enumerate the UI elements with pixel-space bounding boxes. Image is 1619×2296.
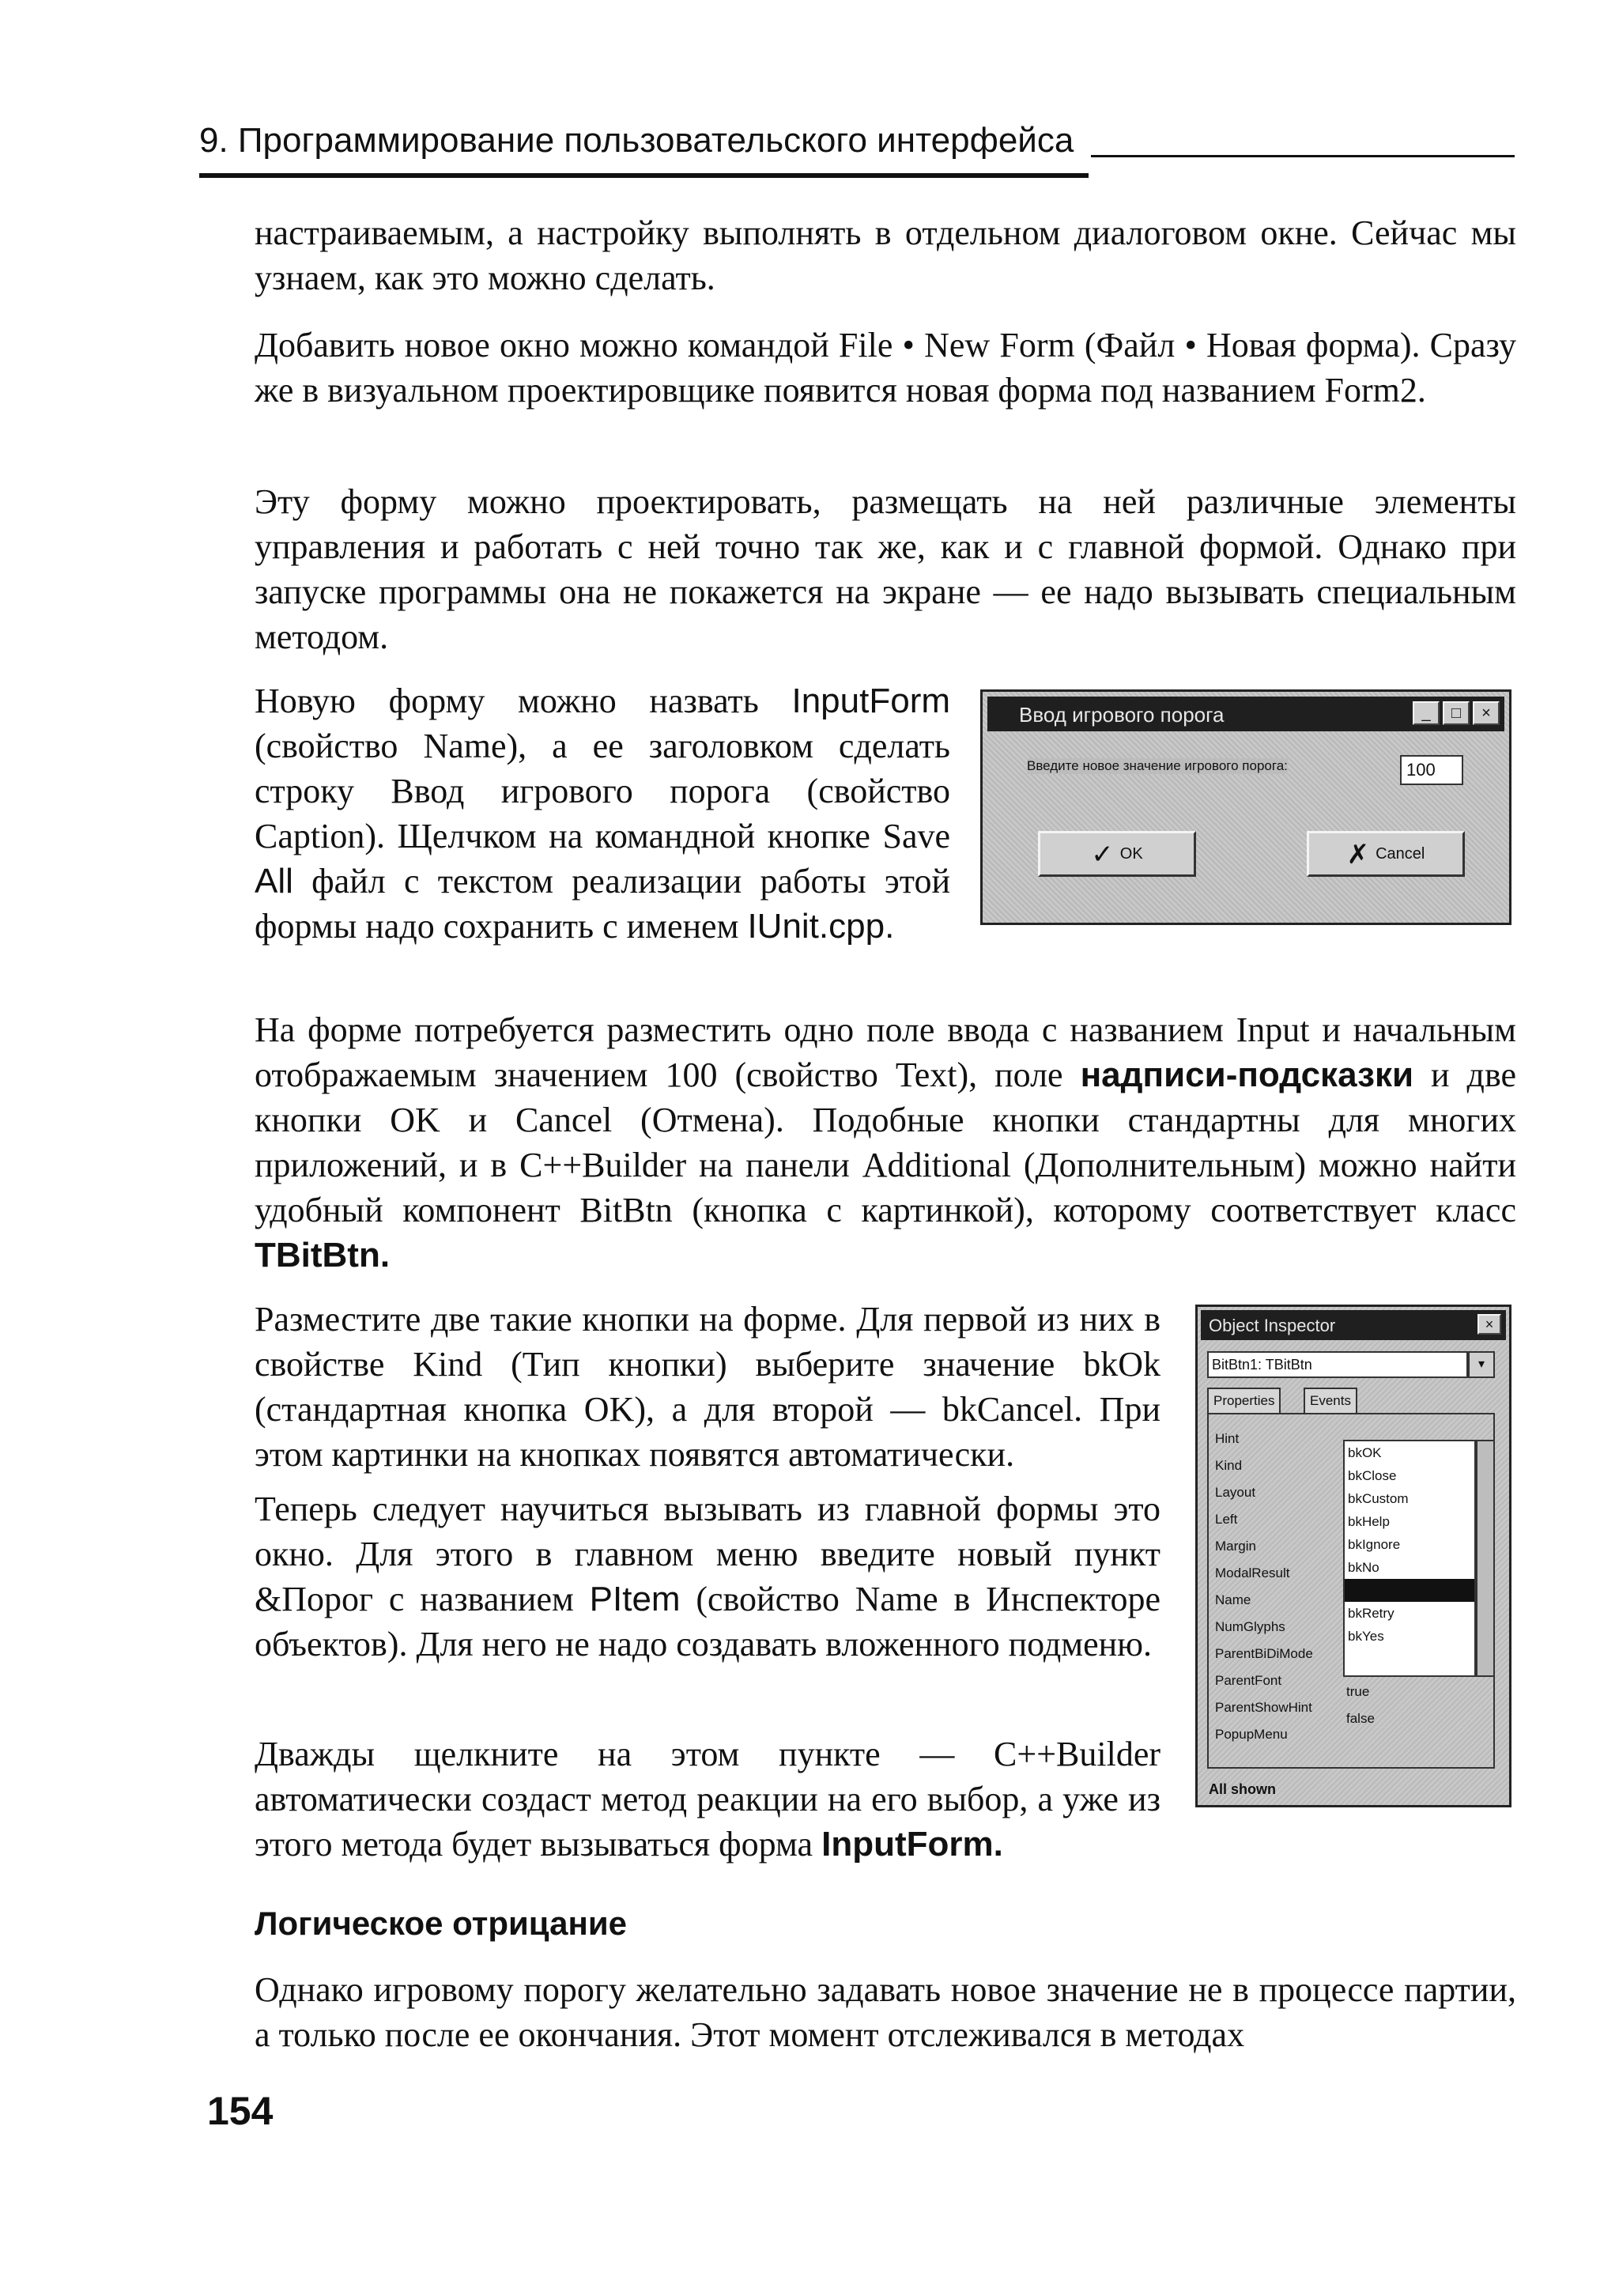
dialog-titlebar	[987, 697, 1504, 731]
p4-part1: Новую форму можно назвать	[255, 682, 792, 720]
header-rule	[199, 173, 1089, 178]
list-item[interactable]: bkNo	[1348, 1560, 1379, 1575]
property-name[interactable]: Hint	[1215, 1431, 1240, 1446]
list-item[interactable]: bkIgnore	[1348, 1537, 1401, 1552]
p7-code-pitem: PItem	[589, 1580, 681, 1618]
list-item[interactable]: bkYes	[1348, 1629, 1384, 1644]
property-name[interactable]: ModalResult	[1215, 1565, 1290, 1580]
chevron-down-icon[interactable]: ▾	[1468, 1351, 1495, 1378]
inspector-title: Object Inspector	[1209, 1316, 1336, 1335]
component-selector[interactable]: BitBtn1: TBitBtn	[1207, 1351, 1468, 1378]
kind-dropdown-list	[1343, 1440, 1476, 1677]
dialog-prompt-label: Введите новое значение игрового порога:	[1027, 758, 1288, 773]
paragraph-2	[255, 323, 1516, 413]
object-inspector-figure	[1195, 1305, 1511, 1807]
property-value[interactable]: true	[1346, 1684, 1370, 1699]
paragraph-2-text: Добавить новое окно можно командой File • New Form (Файл • Новая форма). Сразу же в визуальном проектировщике появится новая форма под названием Form2.	[255, 326, 1516, 410]
p5-part2: и две кнопки OK и Cancel (Отмена). Подобные кнопки стандартны для многих приложений, и в C++Builder на панели Additional (Дополнительным) можно найти удобный компонент BitBtn (кнопка с картинкой), которому соответствует класс	[255, 1055, 1516, 1229]
property-name[interactable]: Margin	[1215, 1539, 1256, 1554]
property-names	[1207, 1426, 1342, 1748]
paragraph-8	[255, 1731, 1160, 1867]
paragraph-3	[255, 479, 1516, 659]
property-name[interactable]: Left	[1215, 1512, 1238, 1527]
list-item[interactable]: bkHelp	[1348, 1514, 1390, 1529]
p4-code-inputform: InputForm	[791, 682, 950, 720]
paragraph-1	[255, 210, 1516, 300]
p7-part2: (свойство Name в Инспекторе объектов). Для него не надо создавать вложенного подменю.	[255, 1580, 1160, 1663]
property-name[interactable]: ParentShowHint	[1215, 1700, 1312, 1715]
property-name[interactable]: Name	[1215, 1592, 1251, 1607]
p8-code-inputform: InputForm.	[821, 1825, 1003, 1864]
property-name[interactable]: ParentBiDiMode	[1215, 1646, 1313, 1661]
paragraph-7	[255, 1486, 1160, 1667]
paragraph-6	[255, 1297, 1160, 1477]
page-number: 154	[207, 2089, 274, 2133]
p8-part1: Дважды щелкните на этом пункте — C++Builder автоматически создаст метод реакции на его выбор, а уже из этого метода будет вызываться форма	[255, 1735, 1160, 1864]
property-name[interactable]: ParentFont	[1215, 1673, 1282, 1688]
p4-code-filename: IUnit.cpp.	[747, 907, 895, 946]
property-name[interactable]: Kind	[1215, 1458, 1243, 1473]
cancel-label: Cancel	[1376, 845, 1425, 863]
cross-icon: ✗	[1346, 839, 1370, 870]
dropdown-scrollbar[interactable]	[1476, 1440, 1495, 1677]
paragraph-9-text: Однако игровому порогу желательно задавать новое значение не в процессе партии, а только после ее окончания. Этот момент отслеживался в методах	[255, 1970, 1516, 2054]
p4-part2: (свойство Name), а ее заголовком сделать строку Ввод игрового порога (свойство Caption). Щелчком на командной кнопке Save	[255, 727, 950, 855]
property-name[interactable]: PopupMenu	[1215, 1727, 1288, 1742]
paragraph-9	[255, 1967, 1516, 2057]
property-name[interactable]: Layout	[1215, 1485, 1256, 1500]
header-rule-thin	[1091, 155, 1515, 157]
p4-code-all: All	[255, 862, 293, 901]
paragraph-4	[255, 678, 950, 949]
ok-button[interactable]	[1038, 831, 1196, 877]
paragraph-6-text: Разместите две такие кнопки на форме. Для первой из них в свойстве Kind (Тип кнопки) выберите значение bkOk (стандартная кнопка OK), а для второй — bkCancel. При этом картинки на кнопках появятся автоматически.	[255, 1300, 1160, 1474]
paragraph-1-text: настраиваемым, а настройку выполнять в отдельном диалоговом окне. Сейчас мы узнаем, как это можно сделать.	[255, 213, 1516, 297]
ok-label: OK	[1119, 845, 1143, 863]
list-item-selected[interactable]: bkOK	[1345, 1579, 1474, 1602]
dialog-title: Ввод игрового порога	[1019, 703, 1225, 727]
property-value[interactable]: false	[1346, 1711, 1375, 1726]
p4-part3: файл с текстом реализации работы этой формы надо сохранить с именем	[255, 862, 950, 946]
inspector-status: All shown	[1209, 1781, 1276, 1797]
list-item[interactable]: bkRetry	[1348, 1606, 1394, 1621]
section-heading: Логическое отрицание	[255, 1905, 628, 1942]
inspector-titlebar	[1201, 1310, 1506, 1340]
paragraph-5	[255, 1007, 1516, 1278]
property-values	[1343, 1679, 1476, 1732]
list-item[interactable]: bkCustom	[1348, 1491, 1409, 1506]
list-item[interactable]: bkClose	[1348, 1468, 1397, 1483]
p5-part1: На форме потребуется разместить одно поле ввода с названием Input и начальным отображаемым значением 100 (свойство Text), поле	[255, 1010, 1516, 1094]
threshold-input[interactable]: 100	[1400, 755, 1463, 785]
property-name[interactable]: NumGlyphs	[1215, 1619, 1285, 1634]
minimize-icon[interactable]: _	[1413, 701, 1440, 725]
p7-part1: Теперь следует научиться вызывать из главной формы это окно. Для этого в главном меню введите новый пункт &Порог с названием	[255, 1490, 1160, 1618]
running-header: 9. Программирование пользовательского интерфейса	[199, 121, 1074, 160]
paragraph-3-text: Эту форму можно проектировать, размещать на ней различные элементы управления и работать с ней точно так же, как и с главной формой. Однако при запуске программы она не покажется на экране — ее надо вызывать специальным методом.	[255, 482, 1516, 656]
tab-properties[interactable]: Properties	[1207, 1388, 1281, 1413]
maximize-icon[interactable]: □	[1443, 701, 1470, 725]
close-icon[interactable]: ×	[1477, 1314, 1501, 1335]
p5-emph: надписи-подсказки	[1080, 1055, 1414, 1094]
p5-code-tbitbtn: TBitBtn.	[255, 1236, 391, 1275]
tab-events[interactable]: Events	[1304, 1388, 1357, 1413]
input-dialog-figure	[980, 689, 1511, 925]
close-icon[interactable]: ×	[1473, 701, 1500, 725]
check-icon: ✓	[1091, 839, 1114, 870]
list-item[interactable]: bkOK	[1348, 1445, 1382, 1460]
cancel-button[interactable]	[1307, 831, 1465, 877]
